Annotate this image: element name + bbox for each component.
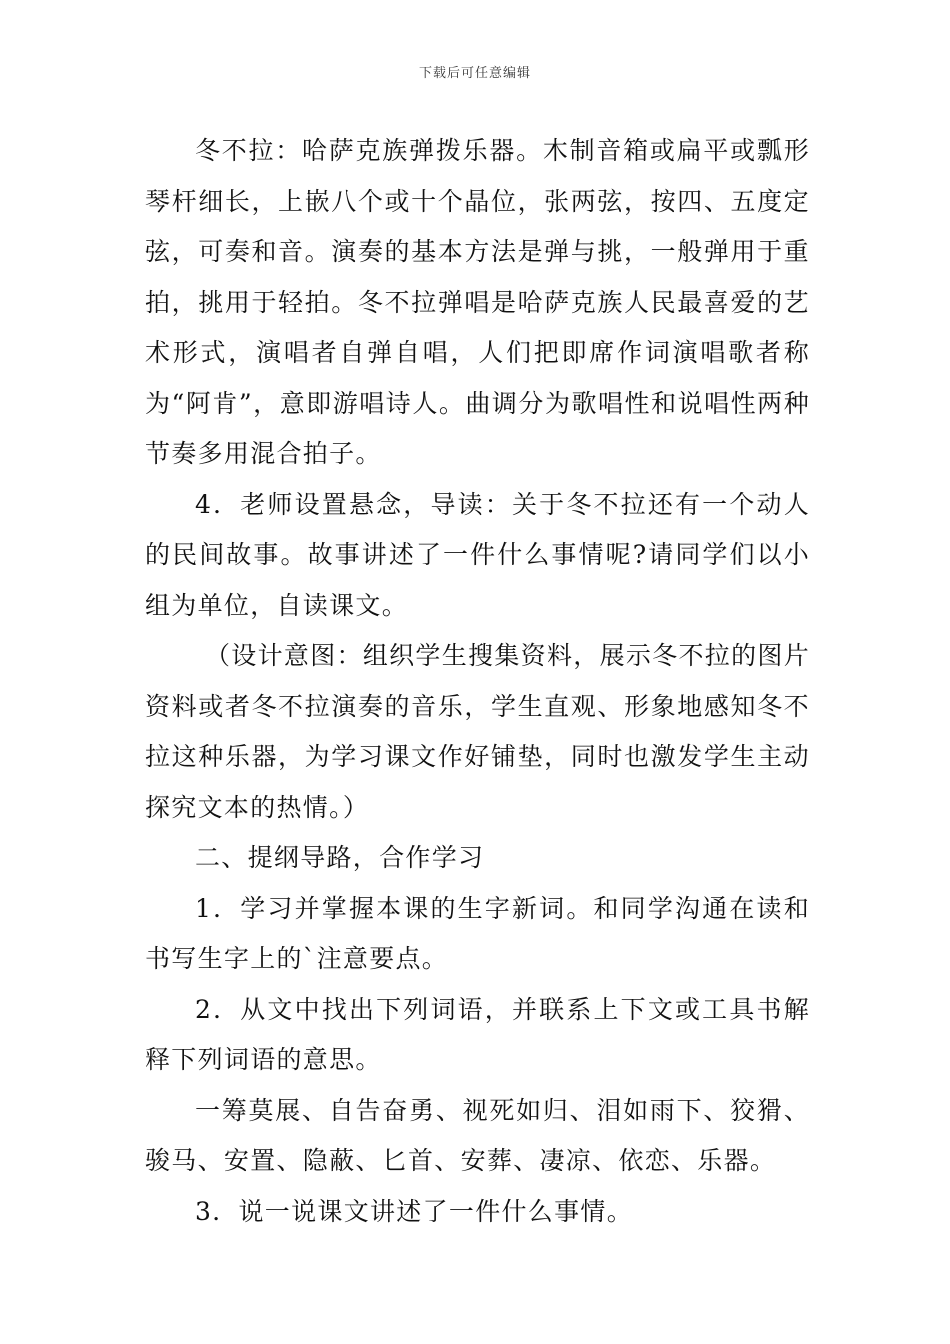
paragraph-step-2: 2．从文中找出下列词语，并联系上下文或工具书解释下列词语的意思。 (145, 994, 810, 1074)
paragraph-design-intent: （设计意图：组织学生搜集资料，展示冬不拉的图片资料或者冬不拉演奏的音乐，学生直观、形象地感知冬不拉这种乐器，为学习课文作好铺垫，同时也激发学生主动探究文本的热情。） (145, 641, 810, 822)
page-header: 下载后可任意编辑 (418, 66, 531, 81)
paragraph-step-4: 4．老师设置悬念，导读：关于冬不拉还有一个动人的民间故事。故事讲述了一件什么事情呢?请同学们以小组为单位，自读课文。 (145, 489, 810, 620)
paragraph-step-1: 1．学习并掌握本课的生字新词。和同学沟通在读和书写生字上的`注意要点。 (145, 893, 810, 973)
paragraph-dombra-description: 冬不拉：哈萨克族弹拨乐器。木制音箱或扁平或瓢形琴杆细长，上嵌八个或十个晶位，张两弦，按四、五度定弦，可奏和音。演奏的基本方法是弹与挑，一般弹用于重拍，挑用于轻拍。冬不拉弹唱是哈萨克族人民最喜爱的艺术形式，演唱者自弹自唱，人们把即席作词演唱歌者称为“阿肯”，意即游唱诗人。曲调分为歌唱性和说唱性两种节奏多用混合拍子。 (145, 136, 810, 468)
document-body (145, 126, 810, 1237)
paragraph-vocabulary-list: 一筹莫展、自告奋勇、视死如归、泪如雨下、狡猾、骏马、安置、隐蔽、匕首、安葬、凄凉、依恋、乐器。 (145, 1095, 810, 1175)
paragraph-step-3: 3．说一说课文讲述了一件什么事情。 (195, 1196, 634, 1226)
section-heading-2: 二、提纲导路，合作学习 (195, 843, 485, 872)
